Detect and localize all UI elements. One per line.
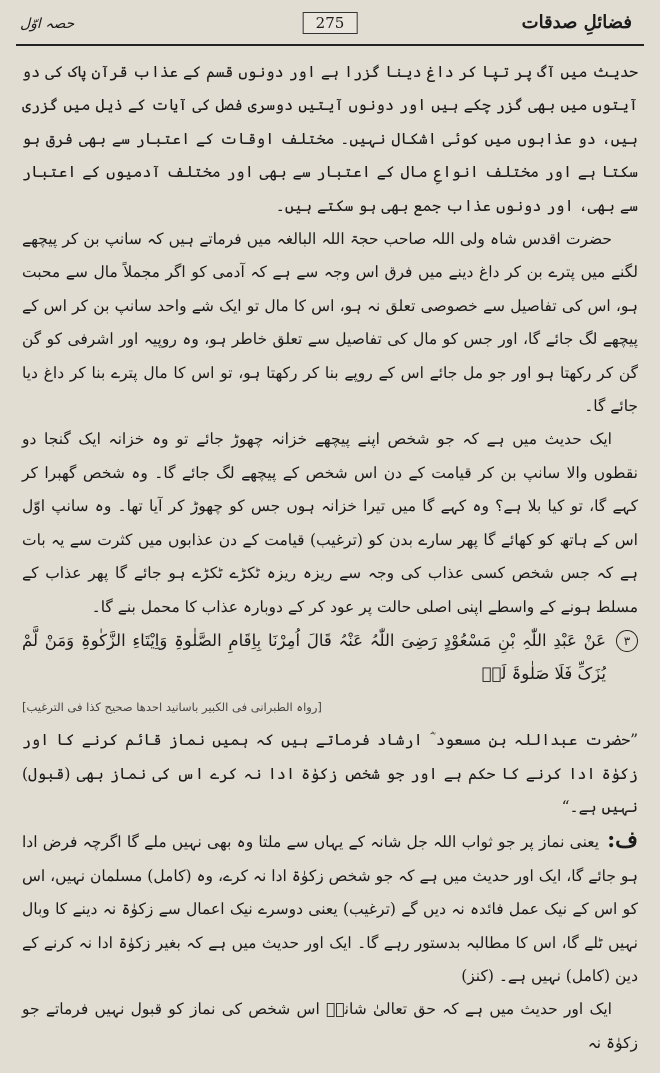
header-divider <box>16 44 644 46</box>
fa-marker: ف: <box>607 827 638 854</box>
page-body <box>22 56 638 1065</box>
hadith-number: ٣ <box>616 630 638 652</box>
hadith-translation: ”حضرت عبداللہ بن مسعود ؓ ارشاد فرماتے ہیں کہ ہمیں نماز قائم کرنے کا اور زکوٰۃ ادا کرنے کا حکم ہے اور جو شخص زکوٰۃ ادا نہ کرے اس کی نماز بھی (قبول) نہیں ہے۔“ <box>22 731 638 816</box>
part-label: حصہ اوّل <box>20 16 75 32</box>
page-header <box>10 8 650 46</box>
paragraph: حدیث میں آگ پر تپا کر داغ دینا گزرا ہے اور دونوں قسم کے عذاب قرآنِ پاک کی دو آیتوں میں بھی گزر چکے ہیں اور دونوں آیتیں دوسری فصل کی آیات کے ذیل میں گزری ہیں، دو عذابوں میں کوئی اشکال نہیں۔ مختلف اوقات کے اعتبار سے بھی فرق ہو سکتا ہے اور مختلف انواعِ مال کے اعتبار سے بھی اور مختلف آدمیوں کے اعتبار سے بھی، اور دونوں عذاب جمع بھی ہو سکتے ہیں۔ <box>22 63 638 215</box>
hadith-block <box>22 624 638 691</box>
hadith-reference: [رواہ الطبرانی فی الکبیر باسانید احدھا صحیح کذا فی الترغیب] <box>22 699 322 714</box>
fa-note <box>22 824 638 993</box>
hadith-reference-row <box>22 691 638 724</box>
fa-text: یعنی نماز پر جو ثواب اللہ جل شانہ کے یہاں سے ملتا وہ بھی نہیں ملے گا اگرچہ فرض ادا ہو جائے گا، ایک اور حدیث میں ہے کہ جو شخص زکوٰۃ ادا نہ کرے، وہ (کامل) مسلمان نہیں، اس کو اس کے نیک عمل فائدہ نہ دیں گے (ترغیب) یعنی دوسرے نیک اعمال سے زکوٰۃ نہ دینے کا وبال نہیں ٹلے گا، اس کا مطالبہ بدستور رہے گا۔ ایک اور حدیث میں ہے کہ بغیر زکوٰۃ ادا نہ کرنے کے دین (کامل) نہیں ہے۔ (کنز) <box>22 833 638 985</box>
page-number: 275 <box>303 12 358 34</box>
paragraph: حضرت اقدس شاہ ولی اللہ صاحب حجۃ اللہ البالغہ میں فرماتے ہیں کہ سانپ بن کر پیچھے لگنے میں پترے بن کر داغ دینے میں فرق اس وجہ سے ہے کہ آدمی کو اگر مجملاً مال سے محبت ہو، اس کی تفاصیل سے خصوصی تعلق نہ ہو، اس کا مال تو ایک شے واحد سانپ بن کر اس کے پیچھے لگ جائے گا، اور جس کو مال کی تفاصیل سے تعلق خاطر ہو، وہ روپیہ اور اشرفی کو گن گن کر رکھتا ہو اور جو مل جائے اس کے روپے بنا کر رکھتا ہو، تو اس کا مال پترے بنا کر داغ دیا جائے گا۔ <box>22 230 638 416</box>
paragraph: ایک حدیث میں ہے کہ جو شخص اپنے پیچھے خزانہ چھوڑ جائے تو وہ خزانہ ایک گنجا دو نقطوں والا سانپ بن کر قیامت کے دن اس شخص کے پیچھے لگ جائے گا۔ وہ شخص گھبرا کر کہے گا، تو کیا بلا ہے؟ وہ کہے گا میں تیرا خزانہ ہوں جس کو چھوڑ کر آیا تھا۔ وہ سانپ اوّل اس کے ہاتھ کو کھائے گا پھر سارے بدن کو (ترغیب) قیامت کے دن عذابوں میں کثرت سے یہ بات ہے کہ جس شخص کسی عذاب کی وجہ سے ریزہ ریزہ ٹکڑے ٹکڑے ہو جائے گا پھر عذاب کے مسلط ہونے کے واسطے اپنی اصلی حالت پر عود کر کے دوبارہ عذاب کا محمل بنے گا۔ <box>22 430 638 616</box>
book-title: فضائلِ صدقات <box>521 12 632 33</box>
hadith-arabic: عَنْ عَبْدِ اللّٰہِ بْنِ مَسْعُوْدٍ رَضِیَ اللّٰہُ عَنْہُ قَالَ اُمِرْنَا بِاِقَامِ الصَّلٰوۃِ وَاِیْتَاءِ الزَّکٰوۃِ وَمَنْ لَّمْ یُزَکِّ فَلَا صَلٰوۃَ لَہٗ <box>22 630 606 684</box>
last-line: ایک اور حدیث میں ہے کہ حق تعالیٰ شانہٗ اس شخص کی نماز کو قبول نہیں فرماتے جو زکوٰۃ نہ <box>22 1000 638 1052</box>
